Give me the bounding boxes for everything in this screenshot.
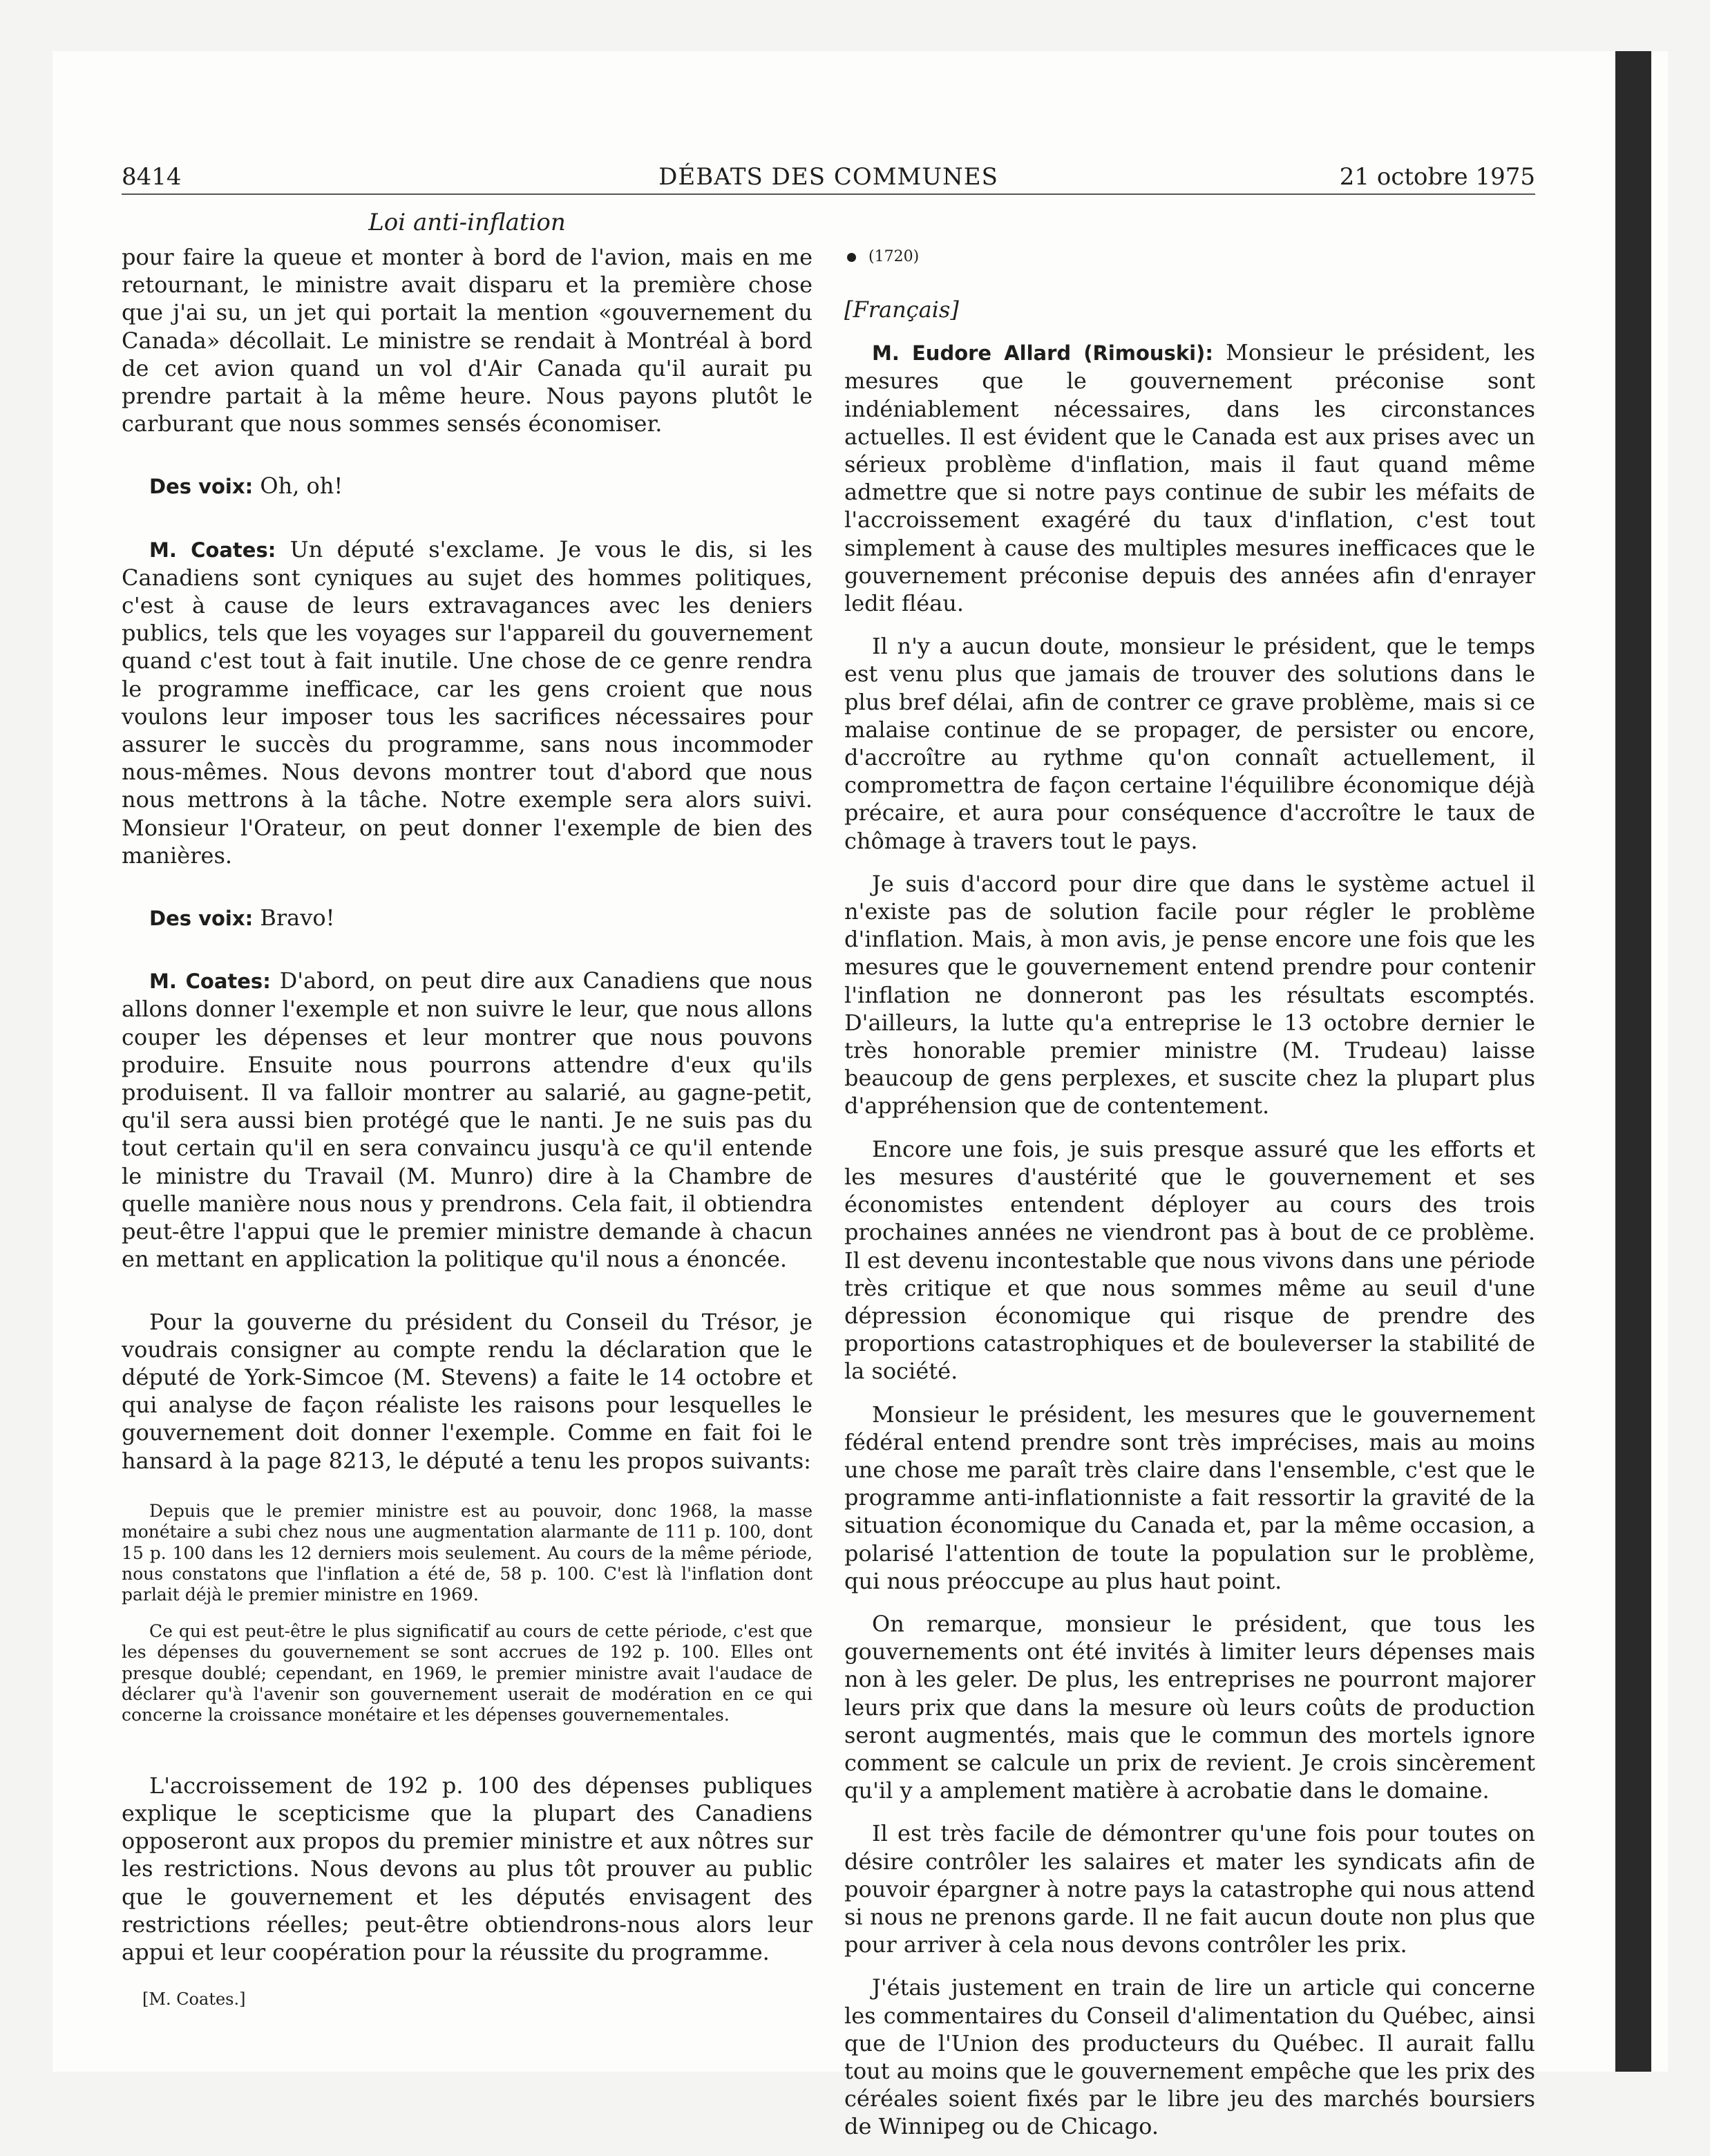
speech-text: Un député s'exclame. Je vous le dis, si les Canadiens sont cyniques au sujet des hommes politiques, c'est à cause de leurs extravagances avec les deniers publics, tels que les voyages sur l'appareil du gouvernement quand c'est tout à fait inutile. Une chose de ce genre rendra le programme inefficace, car les gens croient que nous voulons leur imposer tous les sacrifices nécessaires pour assurer le succès du programme, sans nous incommoder nous-mêmes. Nous devons montrer tout d'abord que nous nous mettrons à la tâche. Notre exemple sera alors suivi. Monsieur l'Orateur, on peut donner l'exemple de bien des manières. — [122, 536, 813, 869]
speech — [122, 904, 813, 932]
publication-title: DÉBATS DES COMMUNES — [658, 163, 998, 191]
time-stamp: (1720) — [868, 248, 920, 265]
speech-text: Oh, oh! — [253, 473, 343, 500]
paragraph: Il n'y a aucun doute, monsieur le président, que le temps est venu plus que jamais de trouver des solutions dans le plus bref délai, afin de contrer ce grave problème, mais si ce malaise continue de se propager, de persister ou encore, d'accroître au rythme qu'on connaît actuellement, il compromettra de façon certaine l'équilibre économique déjà précaire, et aura pour conséquence d'accroître le taux de chômage à travers tout le pays. — [844, 633, 1535, 854]
speech-text: D'abord, on peut dire aux Canadiens que nous allons donner l'exemple et non suivre le leur, que nous allons couper les dépenses et leur montrer que nous pouvons produire. Ensuite nous pourrons attendre d'eux qu'ils produisent. Il va falloir montrer au salarié, au gagne-petit, qu'il sera aussi bien protégé que le nanti. Je ne suis pas du tout certain qu'il en sera convaincu jusqu'à ce qu'il entende le ministre du Travail (M. Munro) dire à la Chambre de quelle manière nous nous y prendrons. Cela fait, il obtiendra peut-être l'appui que le premier ministre demande à chacun en mettant en application la politique qu'il nous a énoncée. — [122, 967, 813, 1273]
left-column — [122, 243, 813, 2028]
binding-edge — [1615, 51, 1651, 2072]
speaker-name: M. Coates: — [149, 538, 276, 562]
publication-date: 21 octobre 1975 — [1339, 163, 1535, 191]
right-column — [844, 243, 1535, 2156]
speaker-name: M. Coates: — [149, 970, 271, 994]
speaker-name: Des voix: — [149, 907, 254, 931]
paragraph: Je suis d'accord pour dire que dans le système actuel il n'existe pas de solution facile pour régler le problème d'inflation. Mais, à mon avis, je pense encore une fois que les mesures que le gouvernement entend prendre pour contenir l'inflation ne donneront pas les résultats escomptés. D'ailleurs, la lutte qu'a entreprise le 13 octobre dernier le très honorable premier ministre (M. Trudeau) laisse beaucoup de gens perplexes, et suscite chez la plupart plus d'appréhension que de contentement. — [844, 870, 1535, 1119]
section-subheading: Loi anti-inflation — [368, 209, 566, 236]
paragraph: J'étais justement en train de lire un article qui concerne les commentaires du Conseil d'alimentation du Québec, ainsi que de l'Union des producteurs du Québec. Il aurait fallu tout au moins que le gouvernement empêche que les prix des céréales soient fixés par le libre jeu des marchés boursiers de Winnipeg ou de Chicago. — [844, 1974, 1535, 2140]
language-marker: [Français] — [844, 296, 959, 323]
speech-text: Bravo! — [253, 905, 335, 932]
block-quote: Depuis que le premier ministre est au pouvoir, donc 1968, la masse monétaire a subi chez nous une augmentation alarmante de 111 p. 100, dont 15 p. 100 dans les 12 derniers mois seulement. Au cours de la même période, nous constatons que l'inflation a été de, 58 p. 100. C'est là l'inflation dont parlait déjà le premier ministre en 1969. — [122, 1500, 813, 1605]
speech — [122, 472, 813, 500]
paragraph: Encore une fois, je suis presque assuré que les efforts et les mesures d'austérité que le gouvernement et ses économistes entendent déployer au cours des trois prochaines années ne viendront pas à bout de ce problème. Il est devenu incontestable que nous vivons dans une période très critique et que nous sommes même au seuil d'une dépression économique qui risque de prendre des proportions catastrophiques et de bouleverser la stabilité de la société. — [844, 1135, 1535, 1385]
speech — [844, 339, 1535, 617]
block-quote: Ce qui est peut-être le plus significatif au cours de cette période, c'est que les dépenses du gouvernement se sont accrues de 192 p. 100. Elles ont presque doublé; cependant, en 1969, le premier ministre avait l'audace de déclarer qu'à l'avenir son gouvernement userait de modération en ce qui concerne la croissance monétaire et les dépenses gouvernementales. — [122, 1620, 813, 1725]
paragraph: pour faire la queue et monter à bord de l'avion, mais en me retournant, le ministre avait disparu et la première chose que j'ai su, un jet qui portait la mention «gouvernement du Canada» décollait. Le ministre se rendait à Montréal à bord de cet avion quand un vol d'Air Canada qu'il aurait pu prendre partait à la même heure. Nous payons plutôt le carburant que nous sommes sensés économiser. — [122, 244, 813, 437]
time-marker — [844, 243, 1535, 271]
speech-text: Monsieur le président, les mesures que le gouvernement préconise sont indéniablement nécessaires, dans les circonstances actuelles. Il est évident que le Canada est aux prises avec un sérieux problème d'inflation, mais il faut quand même admettre que si notre pays continue de subir les méfaits de l'accroissement exagéré du taux d'inflation, c'est tout simplement à cause des multiples mesures inefficaces que le gouvernement préconise depuis des années afin d'enrayer ledit fléau. — [844, 339, 1535, 617]
speaker-footer: [M. Coates.] — [142, 1989, 246, 2010]
speech — [122, 536, 813, 869]
page-header — [122, 160, 1535, 195]
speaker-name: M. Eudore Allard (Rimouski): — [872, 341, 1213, 366]
page-number: 8414 — [122, 163, 182, 191]
paragraph: Pour la gouverne du président du Conseil du Trésor, je voudrais consigner au compte rendu la déclaration que le député de York-Simcoe (M. Stevens) a faite le 14 octobre et qui analyse de façon réaliste les raisons pour lesquelles le gouvernement doit donner l'exemple. Comme en fait foi le hansard à la page 8213, le député a tenu les propos suivants: — [122, 1308, 813, 1474]
paragraph: L'accroissement de 192 p. 100 des dépenses publiques explique le scepticisme que la plupart des Canadiens opposeront aux propos du premier ministre et aux nôtres sur les restrictions. Nous devons au plus tôt prouver au public que le gouvernement et les députés envisagent des restrictions réelles; peut-être obtiendrons-nous alors leur appui et leur coopération pour la réussite du programme. — [122, 1772, 813, 1965]
speech — [122, 967, 813, 1273]
paragraph: Il est très facile de démontrer qu'une fois pour toutes on désire contrôler les salaires et mater les syndicats afin de pouvoir épargner à notre pays la catastrophe qui nous attend si nous ne prenons garde. Il ne fait aucun doute non plus que pour arriver à cela nous devons contrôler les prix. — [844, 1820, 1535, 1958]
paragraph: Monsieur le président, les mesures que le gouvernement fédéral entend prendre sont très imprécises, mais au moins une chose me paraît très claire dans l'ensemble, c'est que le programme anti-inflationniste a fait ressortir la gravité de la situation économique du Canada et, par la même occasion, a polarisé l'attention de toute la population sur le problème, qui nous préoccupe au plus haut point. — [844, 1401, 1535, 1594]
bullet-icon — [847, 253, 856, 262]
speaker-name: Des voix: — [149, 475, 254, 499]
paragraph: On remarque, monsieur le président, que tous les gouvernements ont été invités à limiter leurs dépenses mais non à les geler. De plus, les entreprises ne pourront majorer leurs prix que dans la mesure où leurs coûts de production seront augmentés, mais que le commun des mortels ignore comment se calcule un prix de revient. Je crois sincèrement qu'il y a amplement matière à acrobatie dans le domaine. — [844, 1610, 1535, 1804]
